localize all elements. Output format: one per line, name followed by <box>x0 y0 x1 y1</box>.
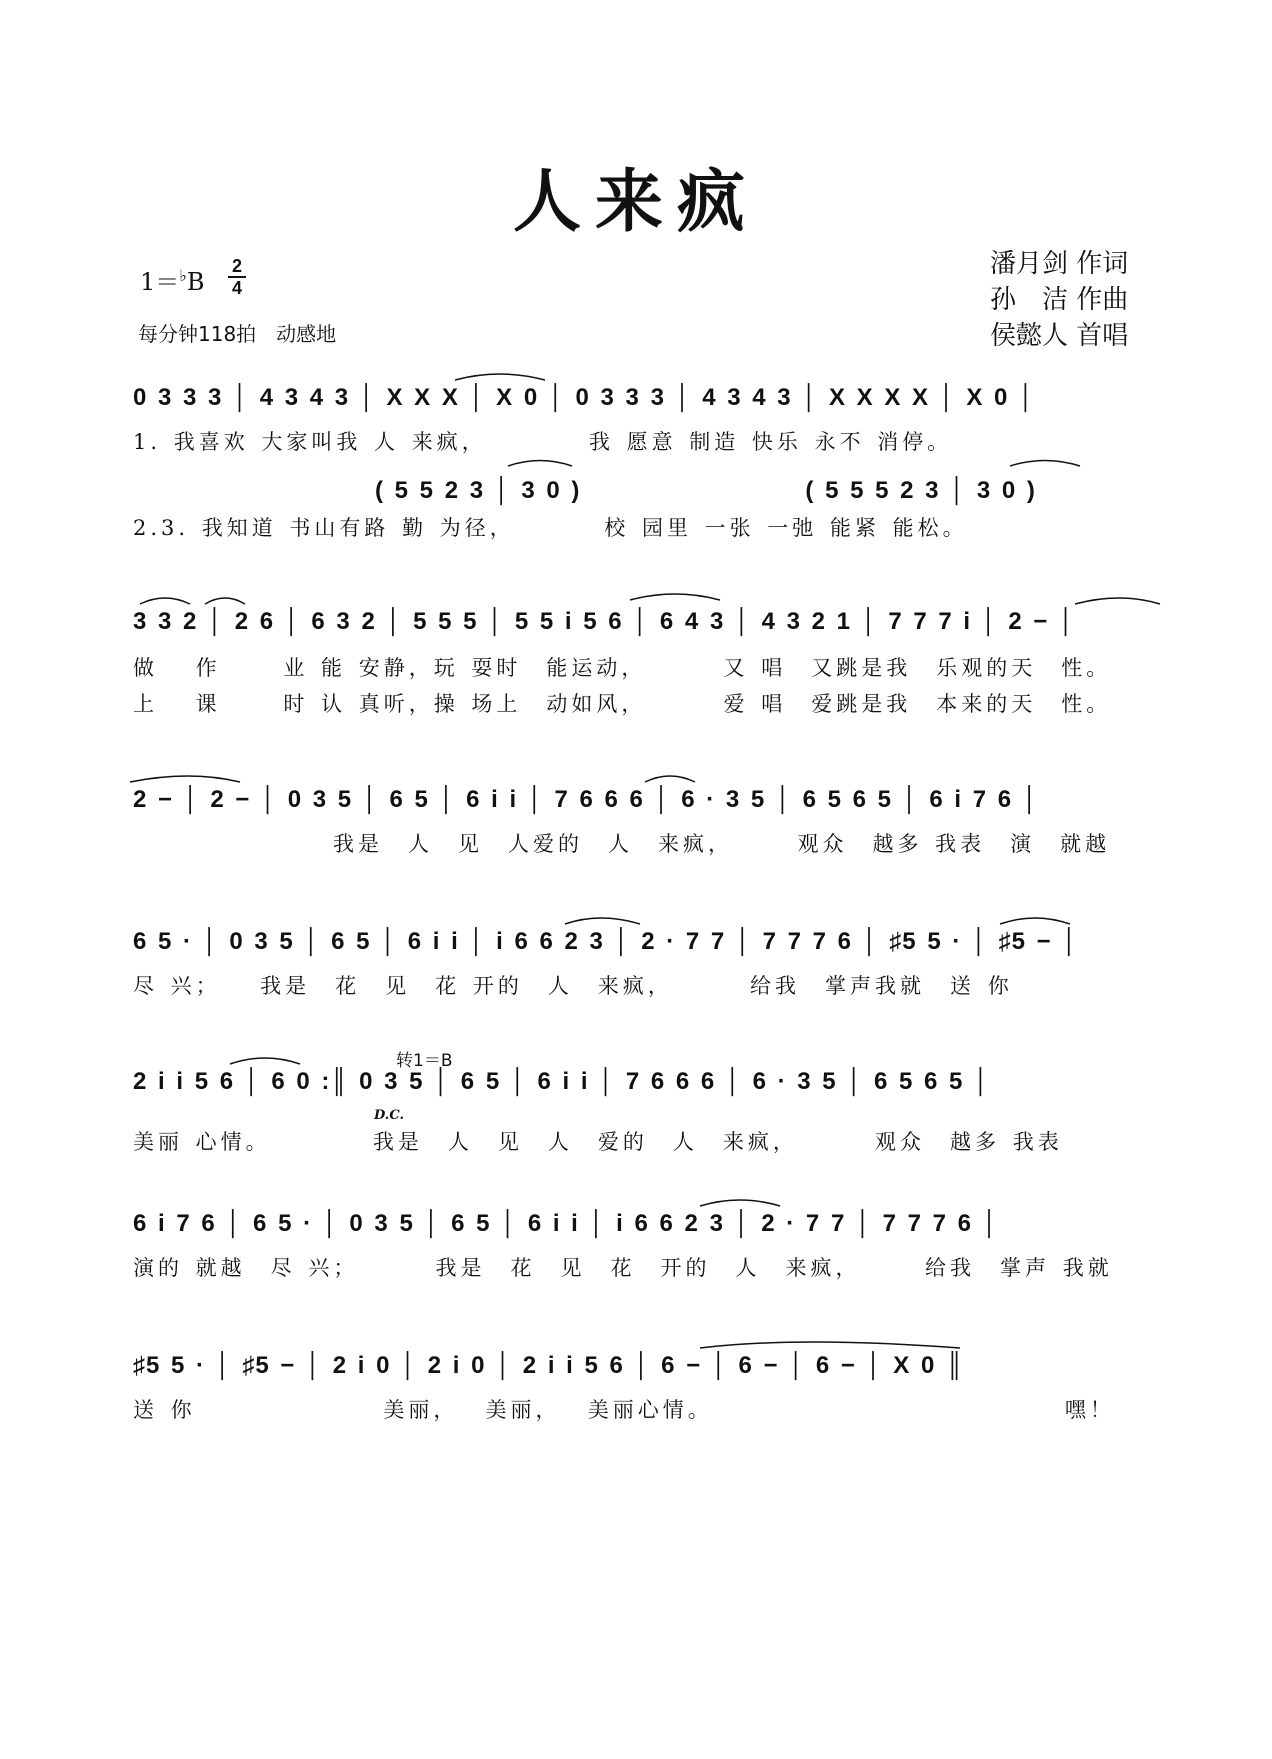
flat-sign: ♭ <box>179 266 187 285</box>
notation-line-6: 6 i 7 6 │ 6 5 · │ 0 3 5 │ 6 5 │ 6 i i │ i 6 6 2 3 │ 2 · 7 7 │ 7 7 7 6 │ <box>133 1210 999 1237</box>
lyrics-line-3: 我是 人 见 人爱的 人 来疯， 观众 越多 我表 演 就越 <box>133 832 1111 856</box>
slur-tie <box>1010 461 1080 467</box>
composer-credit: 孙 洁 作曲 <box>990 285 1129 315</box>
key-note: B <box>186 268 205 296</box>
notation-line-5: 2 i i 5 6 │ 6 0 :║ 0 3 5 │ 6 5 │ 6 i i │ 7 6 6 6 │ 6 · 3 5 │ 6 5 6 5 │ <box>133 1068 991 1095</box>
slur-tie <box>565 918 640 924</box>
slur-tie <box>645 776 695 782</box>
slur-tie <box>455 374 545 380</box>
lyrics-line-4: 尽 兴； 我是 花 见 花 开的 人 来疯， 给我 掌声我就 送 你 <box>133 974 1013 998</box>
slur-tie <box>130 776 240 782</box>
slur-tie <box>1075 598 1160 604</box>
interlude-notation: ( 5 5 2 3 │ 3 0 ) ( 5 5 5 2 3 │ 3 0 ) <box>375 477 1036 504</box>
lyricist-credit: 潘月剑 作词 <box>990 249 1129 279</box>
singer-credit: 侯懿人 首唱 <box>990 321 1129 351</box>
time-signature-top: 2 <box>231 256 242 276</box>
lyrics-line-1-verse-2: 2.3. 我知道 书山有路 勤 为径， 校 园里 一张 一弛 能紧 能松。 <box>133 516 968 540</box>
lyrics-line-7: 送 你 美丽， 美丽， 美丽心情。 嘿！ <box>133 1398 1115 1422</box>
notation-line-2: 3 3 2 │ 2 6 │ 6 3 2 │ 5 5 5 │ 5 5 i 5 6 │ 6 4 3 │ 4 3 2 1 │ 7 7 7 i │ 2 − │ <box>133 608 1076 635</box>
notation-line-1: 0 3 3 3 │ 4 3 4 3 │ X X X │ X 0 │ 0 3 3 3 │ 4 3 4 3 │ X X X X │ X 0 │ <box>133 384 1036 411</box>
slur-tie <box>1000 918 1070 924</box>
tempo-marking: 每分钟118拍 动感地 <box>138 322 337 346</box>
lyrics-line-2-verse-1: 做 作 业 能 安静，玩 耍时 能运动， 又 唱 又跳是我 乐观的天 性。 <box>133 656 1112 680</box>
slur-tie <box>700 1342 960 1348</box>
lyrics-line-2-verse-2: 上 课 时 认 真听，操 场上 动如风， 爱 唱 爱跳是我 本来的天 性。 <box>133 692 1112 716</box>
key-change-marking: 转1＝B <box>396 1051 453 1071</box>
lyrics-line-1-verse-1: 1. 我喜欢 大家叫我 人 来疯， 我 愿意 制造 快乐 永不 消停。 <box>133 430 953 454</box>
notation-line-7: ♯5 5 · │ ♯5 − │ 2 i 0 │ 2 i 0 │ 2 i i 5 6 │ 6 − │ 6 − │ 6 − │ X 0 ║ <box>133 1352 964 1379</box>
time-signature-bottom: 4 <box>228 276 246 298</box>
notation-line-4: 6 5 · │ 0 3 5 │ 6 5 │ 6 i i │ i 6 6 2 3 │ 2 · 7 7 │ 7 7 7 6 │ ♯5 5 · │ ♯5 − │ <box>133 928 1079 955</box>
slur-tie <box>508 461 572 467</box>
key-label: 1＝ <box>140 268 180 296</box>
slur-tie <box>630 594 720 600</box>
notation-line-3: 2 − │ 2 − │ 0 3 5 │ 6 5 │ 6 i i │ 7 6 6 6 │ 6 · 3 5 │ 6 5 6 5 │ 6 i 7 6 │ <box>133 786 1039 813</box>
slur-tie <box>205 598 245 604</box>
slur-tie <box>230 1058 300 1064</box>
lyrics-line-6: 演的 就越 尽 兴； 我是 花 见 花 开的 人 来疯， 给我 掌声 我就 <box>133 1256 1113 1280</box>
lyrics-line-5: 美丽 心情。 我是 人 见 人 爱的 人 来疯， 观众 越多 我表 <box>133 1130 1063 1154</box>
song-title: 人来疯 <box>512 163 759 242</box>
slur-tie <box>140 598 190 604</box>
slur-tie <box>700 1200 780 1206</box>
da-capo-marking: D.C. <box>374 1108 404 1123</box>
